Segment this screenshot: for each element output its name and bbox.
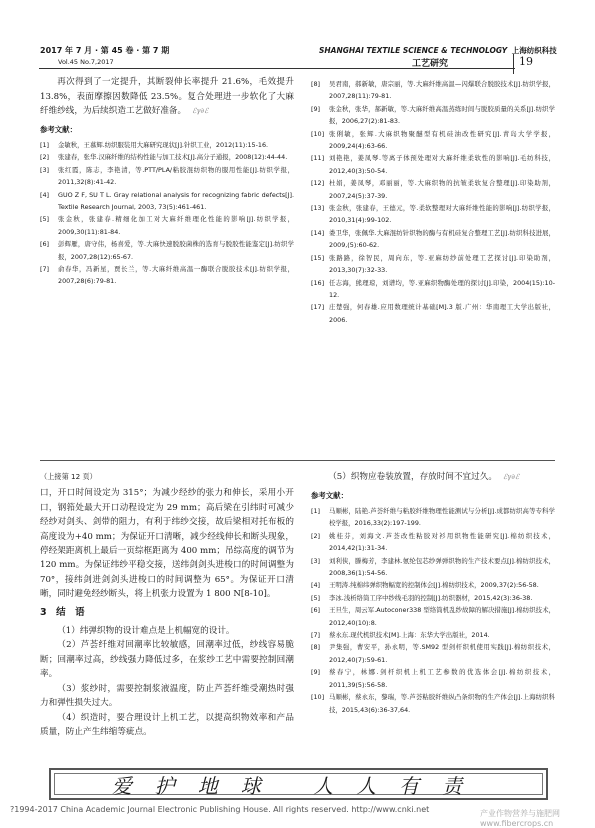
copyright-footer: ?1994-2017 China Academic Journal Electronic Publishing House. All rights reserved. http://www.cnki.net xyxy=(10,805,430,814)
journal-title-en: SHANGHAI TEXTILE SCIENCE & TECHNOLOGY xyxy=(319,46,508,55)
reference-item: [2] 姚桂芬，刘海文.芦荟改性粘胶对衫用织物性能研究[J].棉纺织技术，2014,42(1):31-34. xyxy=(311,531,555,553)
conclusion-item: （1）纬弹织物的设计难点是上机幅宽的设计。 xyxy=(57,626,235,637)
reference-item: [17] 庄楚强，何春雄.应用数理统计基础[M].3 版.广州：华南理工大学出版社，2006. xyxy=(311,303,555,324)
reference-item: [7] 俞春华，冯新星，贾长兰，等.大麻纤维高温一酶联合脱胶技术[J].纺织学报，2007,28(6):79-81. xyxy=(40,265,294,286)
editor-signature-icon: ℰγ∂ℰ xyxy=(192,107,209,115)
slogan-text: 爱护地球 人人有责 xyxy=(111,773,486,798)
reference-item: [6] 王旦生，周云军.Autoconer338 型络筒机乱纱故障的解决措施[J].棉纺织技术，2012,40(10):8. xyxy=(311,606,555,627)
article-divider xyxy=(40,460,555,461)
reference-item: [2] 张建春，张华.汉麻纤维的结构性能与加工技术[J].高分子通报，2008(12):44-44. xyxy=(40,153,288,162)
reference-item: [12] 杜娟，姜凤琴，邓丽丽，等.大麻织物的抗皱柔软复合整理[J].印染助剂，2007,24(5):37-39. xyxy=(311,179,555,200)
reference-item: [9] 蔡春宁，林娜.剑杆织机上机工艺参数的优选体会[J].棉纺织技术，2011,39(5):56-58. xyxy=(311,668,555,689)
body-paragraph: 口，开口时间设定为 315°；为减少经纱的张力和伸长，采用小开口，钢筘处最大开口动程设定为 29 mm；高后梁在引纬时可减少经纱对剑头、剑带的阻力，有利于纬纱交接，故后梁相对托布板的高度设为+40 mm；为保证开口清晰，减少经线伸长和断头现象，停经架距离机上最后一页综框距离为 400 mm；吊综高度的调节为 120 mm。为保证纬纱平稳交接，送纬剑剑头进梭口的时间调整为 70°，接纬剑进剑剑头进梭口的时间调整为 65°。为保证开口清晰，同时避免经纱断头，将上机张力设置为 1 800 N[8-10]。 xyxy=(40,488,294,600)
reference-item: [7] 蔡永东.现代机织技术[M].上海：东华大学出版社，2014. xyxy=(311,631,490,640)
section-heading: 3 结 语 xyxy=(40,606,85,618)
reference-item: [11] 刘艳艳，姜凤琴.等离子体预处理对大麻纤维柔软性的影响[J].毛纺科技，2012,40(3):50-54. xyxy=(311,154,555,175)
references-heading: 参考文献： xyxy=(40,124,77,134)
issue-cn: 2017 年 7 月 · 第 45 卷 · 第 7 期 xyxy=(40,46,170,55)
reference-item: [6] 彭辉雁，唐守伟，杨喜爱，等.大麻快速脱胶菌株的选育与脱胶性能鉴定[J].纺织学报，2007,28(12):65-67. xyxy=(40,240,294,261)
reference-item: [14] 娄卫华，张佩华.大麻混纺针织物的酶与有机硅复合整理工艺[J].纺织科技进展，2009,(5):60-62. xyxy=(311,228,555,250)
journal-title-cn: 上海纺织科技 xyxy=(511,46,557,55)
reference-item: [8] 尹集强，曹安平，孙永明，等.SM92 型剑杆织机使用实践[J].棉纺织技术，2012,40(7):59-61. xyxy=(311,643,555,664)
conclusion-item: （3）浆纱时，需要控制浆液温度，防止芦荟纤维受潮热时强力和弹性损失过大。 xyxy=(40,683,294,709)
reference-item: [9] 张金秋，张华，郝新敏，等.大麻纤维高温蒸练时间与脱胶质量的关系[J].纺织学报，2006,27(2):81-83. xyxy=(311,104,555,126)
reference-item: [15] 张路路，徐智民，周向东，等.亚麻纺纱前处理工艺探讨[J].印染助剂，2013,30(7):32-33. xyxy=(311,253,555,275)
conclusion-item: （4）织造时，要合理设计上机工艺，以提高织物效率和产品质量，防止产生纬缩等疵点。 xyxy=(40,712,294,737)
reference-item: [4] GUO Z F, SU T L. Gray relational analysis for recognizing fabric defects[J]. Textile Research Journal, 2003, 73(5):461-461. xyxy=(40,190,294,212)
reference-item: [3] 张红霞，陈志，李艳清，等.PTT/PLA/粘胶混纺织物的服用性能[J].纺织学报，2011,32(8):41-42. xyxy=(40,165,294,187)
reference-list xyxy=(40,139,294,288)
editor-signature-icon: ℰγ∂ℰ xyxy=(502,473,520,481)
issue-en: Vol.45 No.7,2017 xyxy=(58,58,114,66)
reference-item: [10] 张俐敏，张辉.大麻织物聚醚型有机硅油改性研究[J].青岛大学学报，2009,24(4):63-66. xyxy=(311,129,555,151)
page-header xyxy=(0,0,595,69)
slogan-banner xyxy=(49,768,548,800)
header-divider xyxy=(513,54,514,74)
top-left-column xyxy=(40,75,294,288)
reference-item: [5] 张金秋，张建春.精细化加工对大麻纤维理化性能的影响[J].纺织学报，2009,30(11):81-84. xyxy=(40,215,294,236)
bottom-left-column xyxy=(40,470,294,739)
conclusion-item: （2）芦荟纤维对回潮率比较敏感，回潮率过低，纱线容易脆断；回潮率过高，纱线强力降低过多，在浆纱工艺中需要控制回潮率。 xyxy=(40,640,294,680)
reference-item: [4] 王明涛.纯棉纬弹织物幅宽的控制体会[J].棉纺织技术，2009,37(2):56-58. xyxy=(311,581,539,590)
reference-item: [1] 金敏秋，王慕辉.纺织服装用大麻研究现状[J].针织工业，2012(11):15-16. xyxy=(40,141,269,149)
reference-item: [1] 马顺彬，陆艳.芦荟纤维与粘胶纤维物理性能测试与分析[J].成都纺织高等专科学校学报，2016,33(2):197-199. xyxy=(311,507,555,528)
references-heading: 参考文献： xyxy=(311,490,348,500)
reference-item: [10] 马顺彬，蔡永东，黎瑞，等.芦荟粘胶纤维纵凸条织物的生产体会[J].上海纺织科技，2015,43(6):36-37,64. xyxy=(311,693,555,714)
reference-list xyxy=(311,505,555,716)
section-name: 工艺研究 xyxy=(412,59,449,69)
slogan-banner-inner xyxy=(54,773,543,798)
header-rule xyxy=(39,68,515,69)
watermark: 产业作物营养与施肥网 www.fibercrops.cn xyxy=(480,809,560,828)
body-paragraph-end: 再次得到了一定提升，其断裂伸长率提升 21.6%，毛效提升 13.8%，表面摩擦因数降低 23.5%。复合处理进一步软化了大麻纤维纱线，为后续织造工艺做好准备。 ℰγ∂ℰ xyxy=(40,75,294,119)
top-right-reference-list xyxy=(311,78,555,326)
reference-item: [3] 刘利侠，滕梅芳，李建林.氨纶包芯纱弹弹织物的生产技术要点[J].棉纺织技术，2008,36(1):54-56. xyxy=(311,556,555,578)
conclusion-item: （5）织物应卷装放置，存放时间不宜过久。 ℰγ∂ℰ xyxy=(311,470,555,485)
reference-item: [13] 张金秋，张建春，王德元，等.柔软整理对大麻纤维性能的影响[J].纺织学报，2010,31(4):99-102. xyxy=(311,204,555,225)
reference-item: [16] 任志海，熊理琼，刘谱均，等.亚麻织物酶处理的探讨[J].印染，2004(15):10-12. xyxy=(311,278,555,299)
page-number: 19 xyxy=(519,55,533,68)
continued-from-note: （上接第 12 页） xyxy=(40,472,97,481)
reference-item: [5] 李冰.浅析络筒工序中纱线毛羽的控制[J].纺织器材，2015,42(3):36-38. xyxy=(311,593,533,602)
bottom-right-column xyxy=(311,470,555,716)
reference-item: [8] 吴君南，郝新敏，唐宗丽，等.大麻纤维高温—闪爆联合脱胶技术[J].纺织学报，2007,28(11):79-81. xyxy=(311,80,555,101)
